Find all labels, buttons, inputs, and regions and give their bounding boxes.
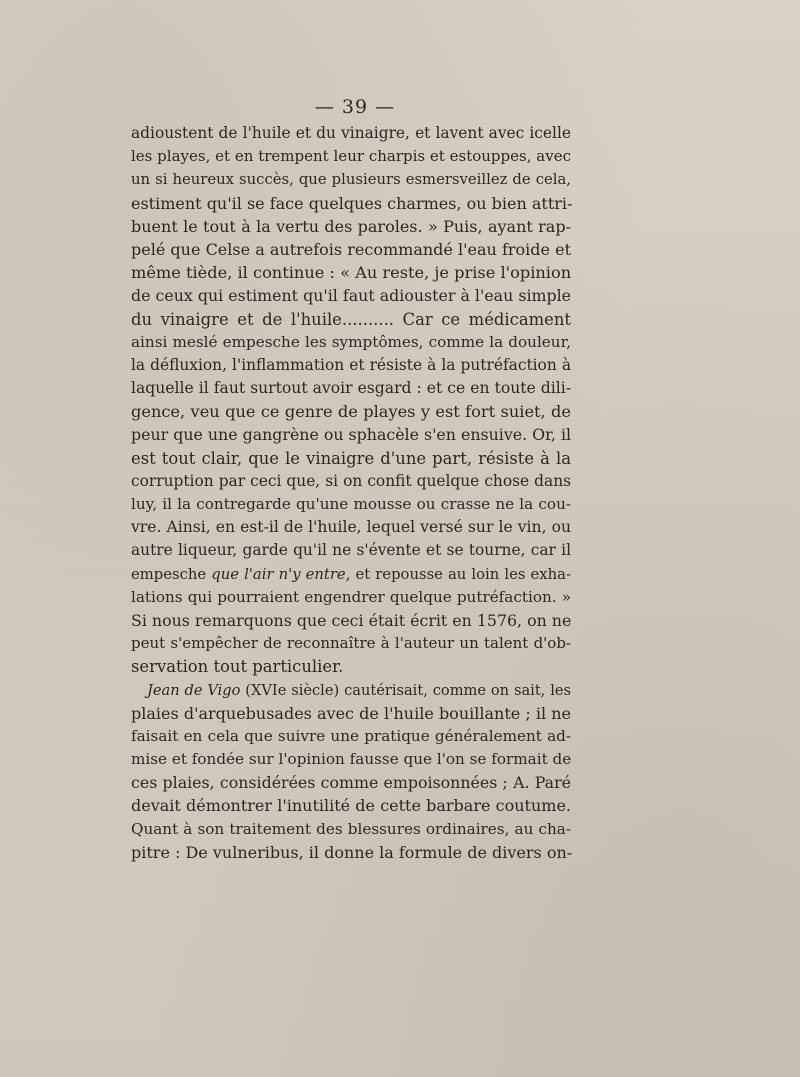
text-line: vre. Ainsi, en est-il de l'huile, lequel versé sur le vin, ou [131,518,571,537]
italic-text: Jean de Vigo [147,681,241,699]
text-line: lations qui pourraient engendrer quelque putréfaction. » [131,587,571,606]
text-line: pelé que Celse a autrefois recommandé l'eau froide et [131,239,571,259]
text-line: plaies d'arquebusades avec de l'huile bouillante ; il ne [131,703,571,723]
text-line: peut s'empêcher de reconnaître à l'auteur un talent d'ob- [131,634,571,653]
text-line: servation tout particulier. [131,657,344,677]
text-line: un si heureux succès, que plusieurs esmersveillez de cela, [131,171,571,189]
text-line: ainsi meslé empesche les symptômes, comme la douleur, [131,332,571,351]
text-line: de ceux qui estiment qu'il faut adiouster à l'eau simple [131,286,571,306]
body-text [131,122,571,864]
text-line: corruption par ceci que, si on confit quelque chose dans [131,471,571,490]
text-line: les playes, et en trempent leur charpis et estouppes, avec [131,147,571,166]
text-run: (XVIe siècle) cautérisait, comme on sait, les [240,681,571,699]
text-line: du vinaigre et de l'huile.......... Car ce médicament [131,309,571,329]
text-line: luy, il la contregarde qu'une mousse ou crasse ne la cou- [131,495,571,513]
text-line [131,563,571,586]
text-line: gence, veu que ce genre de playes y est fort suiet, de [131,402,571,422]
text-line: Quant à son traitement des blessures ordinaires, au cha- [131,819,571,838]
text-line: la défluxion, l'inflammation et résiste à la putréfaction à [131,355,571,374]
text-line: autre liqueur, garde qu'il ne s'évente et se tourne, car il [131,541,571,560]
text-line: devait démontrer l'inutilité de cette barbare coutume. [131,796,571,816]
text-line: mise et fondée sur l'opinion fausse que l'on se formait de [131,750,572,769]
text-line: même tiède, il continue : « Au reste, je prise l'opinion [131,263,572,283]
text-line: peur que une gangrène ou sphacèle s'en ensuive. Or, il [131,425,572,445]
text-line: laquelle il faut surtout avoir esgard : et ce en toute dili- [131,379,571,398]
text-run: empesche [131,565,212,583]
text-line: ces plaies, considérées comme empoisonnées ; A. Paré [131,773,571,793]
italic-text: que l'air n'y entre [211,565,346,583]
page-number: — 39 — [314,96,396,118]
text-line: pitre : De vulneribus, il donne la formule de divers on- [131,842,573,862]
text-line: adioustent de l'huile et du vinaigre, et lavent avec icelle [131,124,571,142]
text-line: faisait en cela que suivre une pratique généralement ad- [131,726,571,745]
text-line [131,679,571,702]
text-run: , et repousse au loin les exha- [345,565,571,583]
text-line: buent le tout à la vertu des paroles. » Puis, ayant rap- [131,216,571,236]
text-line: estiment qu'il se face quelques charmes, ou bien attri- [131,193,573,213]
text-line: Si nous remarquons que ceci était écrit en 1576, on ne [131,610,572,630]
text-line: est tout clair, que le vinaigre d'une part, résiste à la [131,448,571,468]
